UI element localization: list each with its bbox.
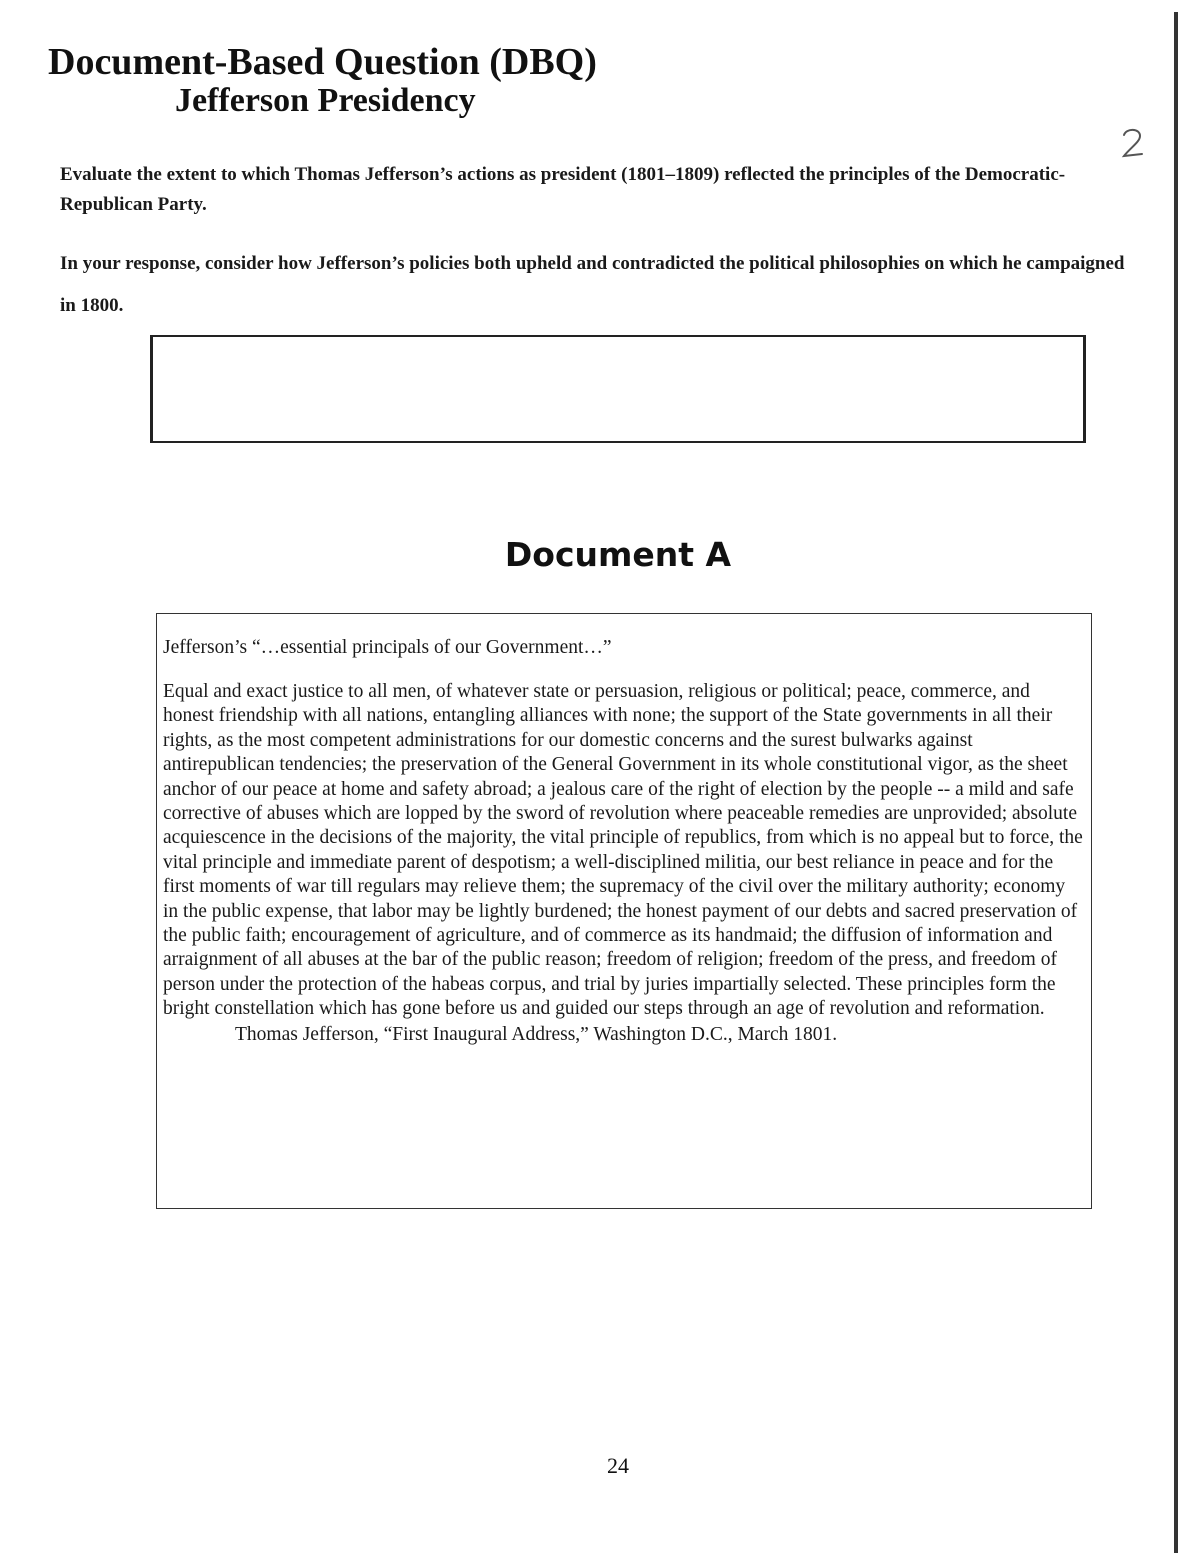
answer-box (150, 335, 1086, 443)
document-heading: Document A (504, 535, 732, 574)
document-body: Equal and exact justice to all men, of whatever state or persuasion, religious or political; peace, commerce, and honest friendship with all nations, entangling alliances with none; the support of the State governments in all their rights, as the most competent administrations for our domestic concerns and the surest bulwarks against antirepublican tendencies; the preservation of the General Government in its whole constitutional vigor, as the sheet anchor of our peace at home and safety abroad; a jealous care of the right of election by the people -- a mild and safe corrective of abuses which are lopped by the sword of revolution where peaceable remedies are unprovided; absolute acquiescence in the decisions of the majority, the vital principle of republics, from which is no appeal but to force, the vital principle and immediate parent of despotism; a well-disciplined militia, our best reliance in peace and for the first moments of war till regulars may relieve them; the supremacy of the civil over the military authority; economy in the public expense, that labor may be lightly burdened; the honest payment of our debts and sacred preservation of the public faith; encouragement of agriculture, and of commerce as its handmaid; the diffusion of information and arraignment of all abuses at the bar of the public reason; freedom of religion; freedom of the press, and freedom of person under the protection of the habeas corpus, and trial by juries impartially selected. These principles form the bright constellation which has gone before us and guided our steps through an age of revolution and reformation. (163, 681, 1083, 1020)
handwritten-mark (1118, 126, 1148, 162)
page-title: Document-Based Question (DBQ) (48, 41, 597, 83)
page-binding-edge (1174, 12, 1178, 1553)
prompt-question: Evaluate the extent to which Thomas Jefferson’s actions as president (1801–1809) reflected the principles of the Democratic-Republican Party. (60, 164, 1066, 215)
document-excerpt-box (156, 613, 1092, 1209)
page-number: 24 (607, 1453, 629, 1478)
document-intro: Jefferson’s “…essential principals of our Government…” (163, 637, 612, 658)
prompt-instruction: In your response, consider how Jefferson’s policies both upheld and contradicted the political philosophies on which he campaigned in 1800. (60, 253, 1125, 316)
document-citation: Thomas Jefferson, “First Inaugural Address,” Washington D.C., March 1801. (235, 1023, 838, 1045)
page-subtitle: Jefferson Presidency (175, 82, 476, 119)
